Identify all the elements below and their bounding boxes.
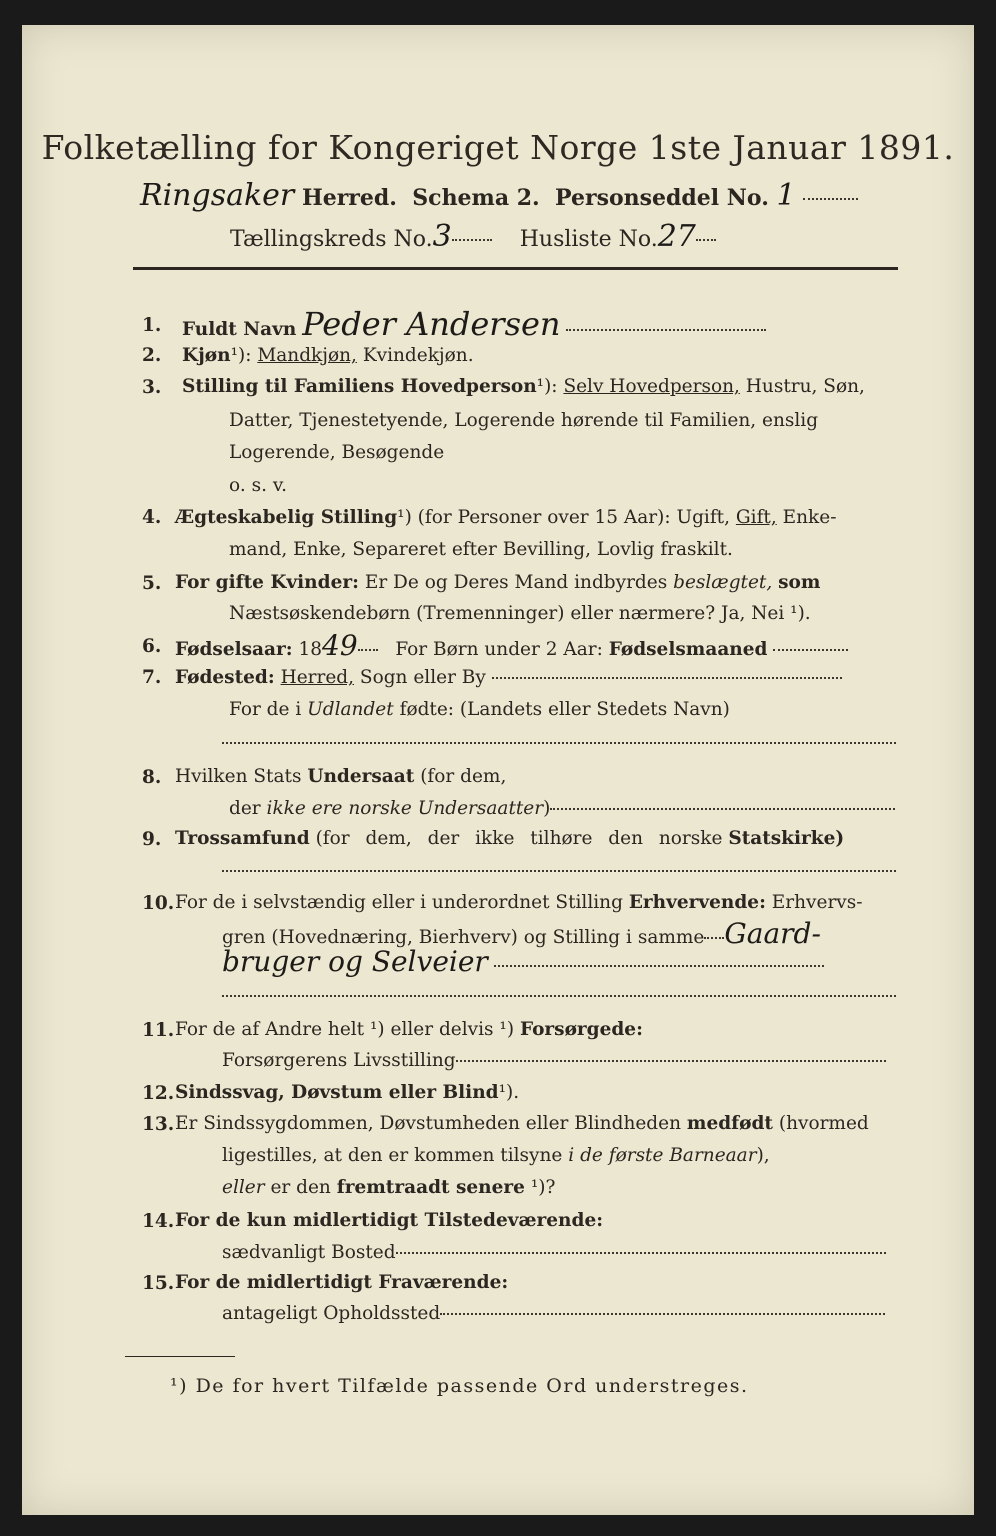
item-text-line: der ikke ere norske Undersaatter) (229, 793, 895, 824)
dotted-line (550, 808, 895, 810)
question-label: Kjøn (182, 345, 231, 366)
item-sex (182, 340, 474, 371)
item-number: 12. (142, 1083, 175, 1104)
question-text: Er Sindssygdommen, Døvstumheden eller Blindheden (175, 1113, 682, 1134)
question-text: For de i selvstændig eller i underordnet Stilling (175, 892, 623, 913)
selected-option: Herred, (280, 667, 355, 688)
item-temporary-absent (175, 1267, 508, 1298)
full-name-value: Peder Andersen (302, 305, 561, 343)
question-label: Fødested: (175, 667, 275, 688)
question-label: Statskirke) (728, 828, 845, 849)
item-citizenship (175, 761, 506, 792)
question-text: antageligt Opholdssted (222, 1303, 441, 1324)
question-label: For de kun midlertidigt Tilstedeværende: (175, 1210, 604, 1231)
dotted-line (222, 995, 896, 997)
question-label: medfødt (686, 1113, 773, 1134)
dotted-line (492, 677, 842, 679)
item-text-line (222, 946, 824, 981)
item-text-line: Datter, Tjenestetyende, Logerende hørende til Familien, enslig (229, 410, 819, 431)
question-label: Fødselsmaaned (608, 639, 768, 660)
question-text: beslægtet, (673, 572, 773, 593)
item-dependents (175, 1014, 643, 1045)
year-prefix: 18 (298, 639, 323, 660)
question-text: ligestilles, at den er kommen tilsyne (222, 1145, 563, 1166)
question-text: (for dem, der ikke tilhøre den norske (315, 828, 723, 849)
item-number: 14. (142, 1211, 175, 1232)
item-number: 4. (142, 507, 162, 528)
item-number: 10. (142, 893, 175, 914)
footnote-ref: ¹)? (530, 1177, 556, 1198)
form-title: Folketælling for Kongeriget Norge 1ste Januar 1891. (41, 128, 955, 167)
dotted-line (773, 649, 848, 651)
question-label: For de midlertidigt Fraværende: (175, 1272, 509, 1293)
dotted-line (494, 965, 824, 967)
occupation-value: Gaard- (724, 917, 821, 950)
item-text-line: mand, Enke, Separeret efter Bevilling, Lovlig fraskilt. (229, 539, 733, 560)
footnote-ref: ¹): (536, 376, 558, 397)
dotted-line (696, 239, 716, 241)
item-birthplace (175, 662, 842, 693)
item-family-position (182, 371, 865, 402)
item-number: 13. (142, 1114, 175, 1135)
question-text: ikke ere norske Undersaatter (266, 798, 544, 819)
item-disability (175, 1077, 519, 1108)
dotted-line (222, 742, 896, 744)
item-number: 11. (142, 1020, 175, 1041)
personseddel-value: 1 (776, 178, 796, 213)
question-text: i de første Barneaar (568, 1145, 757, 1166)
item-number: 1. (142, 315, 162, 336)
question-text: For de i (229, 699, 302, 720)
header-rule (133, 267, 898, 270)
question-text: gren (Hovednæring, Bierhverv) og Stilling i samme (222, 927, 705, 948)
dotted-line (704, 937, 724, 939)
options: Sogn eller By (359, 667, 486, 688)
herred-label: Herred. (301, 185, 397, 211)
item-occupation (175, 887, 863, 918)
question-label: Forsørgede: (519, 1019, 643, 1040)
question-text: Udlandet (307, 699, 394, 720)
question-text: som (778, 572, 821, 593)
question-text: fødte: (Landets eller Stedets Navn) (399, 699, 730, 720)
herred-value: Ringsaker (140, 178, 295, 213)
husliste-value: 27 (657, 219, 696, 254)
question-label: Erhvervende: (628, 892, 766, 913)
item-birth-year (175, 630, 848, 665)
question-text: Er De og Deres Mand indbyrdes (364, 572, 668, 593)
question-text: (for dem, (420, 766, 507, 787)
item-text-line: ligestilles, at den er kommen tilsyne i de første Barneaar), (222, 1145, 770, 1166)
dotted-line (452, 239, 492, 241)
item-text-line: Logerende, Besøgende (229, 442, 445, 463)
question-label: Undersaat (307, 766, 415, 787)
question-text: sædvanligt Bosted (222, 1242, 396, 1263)
footnote-ref: ¹): (230, 345, 252, 366)
item-number: 3. (142, 377, 162, 398)
question-label: Sindssvag, Døvstum eller Blind (175, 1082, 499, 1103)
footnote-ref: ¹). (498, 1082, 520, 1103)
schema-label: Schema 2. (412, 185, 540, 211)
selected-option: Selv Hovedperson, (563, 376, 740, 397)
personseddel-label: Personseddel No. (555, 185, 769, 211)
question-label: Trossamfund (175, 828, 310, 849)
birth-year-value: 49 (322, 629, 358, 662)
item-marital-status (175, 502, 836, 533)
dotted-line (440, 1313, 885, 1315)
question-text: der (229, 798, 261, 819)
kreds-value: 3 (432, 219, 452, 254)
dotted-line (803, 198, 858, 200)
item-text-line (222, 1298, 885, 1329)
selected-option: Mandkjøn, (257, 345, 357, 366)
selected-option: Gift, (735, 507, 777, 528)
dotted-line (222, 870, 896, 872)
item-number: 8. (142, 767, 162, 788)
husliste-label: Husliste No. (519, 227, 658, 252)
question-label: fremtraadt senere (336, 1177, 525, 1198)
dotted-line (396, 1252, 886, 1254)
question-text: Erhvervs- (771, 892, 863, 913)
dotted-line (566, 329, 766, 331)
question-text: Hvilken Stats (175, 766, 302, 787)
dotted-line (456, 1060, 886, 1062)
item-text-line (222, 1237, 886, 1268)
item-number: 6. (142, 636, 162, 657)
item-married-women (175, 567, 820, 598)
item-religion (175, 823, 844, 854)
question-text: For de af Andre helt ¹) eller delvis ¹) (175, 1019, 515, 1040)
question-label: For gifte Kvinder: (175, 572, 359, 593)
dotted-line (358, 649, 378, 651)
header-line-schema (140, 178, 858, 213)
option: Enke- (782, 507, 837, 528)
question-label: Fødselsaar: (175, 639, 293, 660)
footnote-rule (125, 1356, 235, 1357)
kreds-label: Tællingskreds No. (230, 227, 433, 252)
item-number: 9. (142, 829, 162, 850)
question-text: ¹) (for Personer over 15 Aar): Ugift, (397, 507, 730, 528)
item-text-line: o. s. v. (229, 475, 287, 496)
footnote: ¹) De for hvert Tilfælde passende Ord understreges. (170, 1375, 749, 1397)
item-number: 5. (142, 573, 162, 594)
item-disability-origin (175, 1108, 869, 1139)
item-temporary-present (175, 1205, 603, 1236)
item-text-line (229, 694, 730, 725)
item-text-line (222, 1172, 555, 1203)
header-line-kreds (230, 219, 716, 254)
item-number: 15. (142, 1273, 175, 1294)
question-text: (hvormed (778, 1113, 869, 1134)
item-number: 2. (142, 345, 162, 366)
question-text: For Børn under 2 Aar: (395, 639, 603, 660)
question-label: Fuldt Navn (182, 319, 297, 340)
question-label: Ægteskabelig Stilling (175, 507, 398, 528)
options: Hustru, Søn, (745, 376, 865, 397)
option: Kvindekjøn. (362, 345, 474, 366)
item-text-line (222, 1045, 886, 1076)
item-number: 7. (142, 667, 162, 688)
question-text: er den (270, 1177, 331, 1198)
item-text-line: Næstsøskendebørn (Tremenninger) eller nærmere? Ja, Nei ¹). (229, 603, 811, 624)
question-text: eller (222, 1177, 265, 1198)
occupation-value-cont: bruger og Selveier (222, 945, 488, 978)
question-text: Forsørgerens Livsstilling (222, 1050, 456, 1071)
question-label: Stilling til Familiens Hovedperson (182, 376, 537, 397)
